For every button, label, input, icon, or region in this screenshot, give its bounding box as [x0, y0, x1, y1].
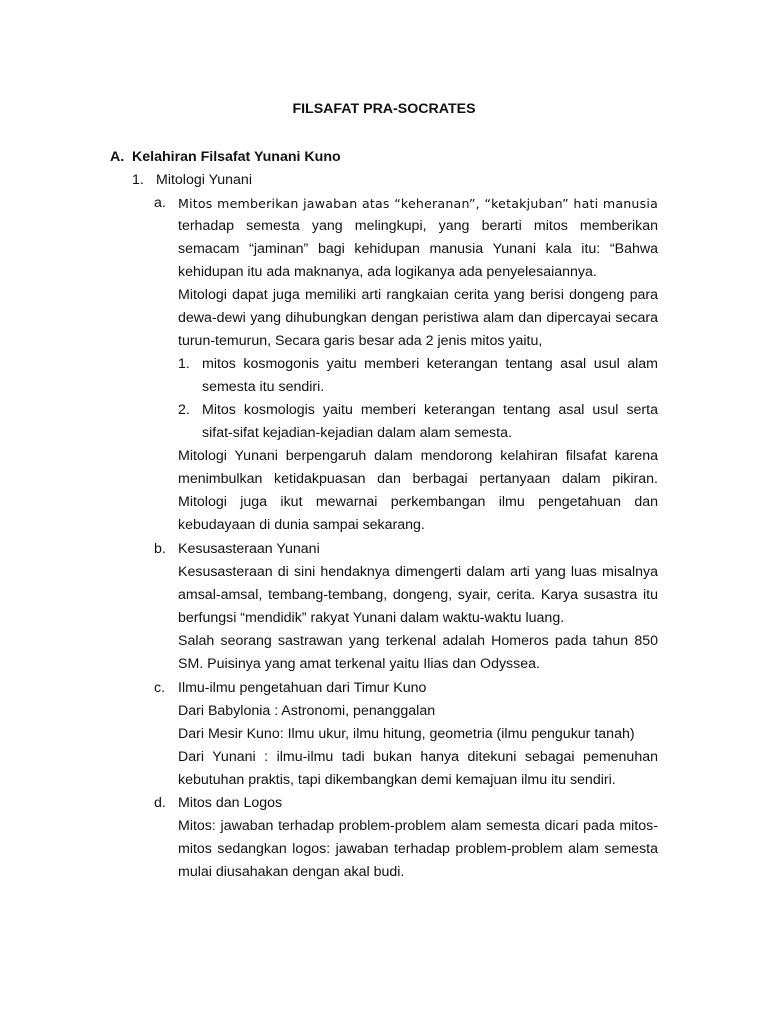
paragraph-line: Kesusasteraan di sini hendaknya dimengerti dalam arti yang luas misalnya: [178, 564, 658, 580]
paragraph-line: Mitos: jawaban terhadap problem-problem alam semesta dicari pada mitos-: [178, 818, 658, 834]
paragraph-line: kebudayaan di dunia sampai sekarang.: [178, 517, 425, 533]
section-title: Kelahiran Filsafat Yunani Kuno: [132, 149, 341, 165]
item-c-marker: c.: [154, 680, 166, 696]
paragraph-line: SM. Puisinya yang amat terkenal yaitu Ilias dan Odyssea.: [178, 656, 540, 672]
list-item-line: semesta itu sendiri.: [202, 379, 325, 395]
section-marker: A.: [110, 149, 125, 165]
item-d-title: Mitos dan Logos: [178, 795, 283, 811]
list-item-line: sifat-sifat kejadian-kejadian dalam alam semesta.: [202, 425, 512, 441]
paragraph-line: mulai diusahakan dengan akal budi.: [178, 864, 405, 880]
paragraph-line: Dari Yunani : ilmu-ilmu tadi bukan hanya ditekuni sebagai pemenuhan: [178, 749, 658, 765]
item-a-closing: [178, 445, 658, 537]
subsection-title: Mitologi Yunani: [156, 172, 252, 188]
paragraph-line: berfungsi “mendidik” rakyat Yunani dalam waktu-waktu luang.: [178, 610, 565, 626]
paragraph-line: kebutuhan praktis, tapi dikembangkan demi kemajuan ilmu itu sendiri.: [178, 772, 616, 788]
item-b-marker: b.: [154, 541, 166, 557]
document-title: FILSAFAT PRA-SOCRATES: [292, 101, 476, 117]
item-d-body: [178, 792, 658, 884]
paragraph-line: Mitos memberikan jawaban atas “keheranan”, “ketakjuban” hati manusia: [178, 196, 658, 211]
list-item: [202, 353, 658, 399]
paragraph-line: terhadap semesta yang melingkupi, yang berarti mitos memberikan: [178, 218, 658, 234]
item-b-body: [178, 538, 658, 676]
item-c-title: Ilmu-ilmu pengetahuan dari Timur Kuno: [178, 680, 427, 696]
subsection-marker: 1.: [132, 172, 144, 188]
item-b-title: Kesusasteraan Yunani: [178, 541, 320, 557]
list-item-line: Mitos kosmologis yaitu memberi keterangan tentang asal usul serta: [202, 402, 658, 418]
list-item: [202, 399, 658, 445]
subsection-heading: [132, 172, 252, 188]
paragraph-line: dewa-dewi yang dihubungkan dengan peristiwa alam dan dipercayai secara: [178, 310, 658, 326]
list-item-marker: 1.: [178, 356, 190, 372]
paragraph-line: Dari Babylonia : Astronomi, penanggalan: [178, 703, 436, 719]
paragraph-line: mitos sedangkan logos: jawaban terhadap problem-problem alam semesta: [178, 841, 658, 857]
item-a-body: [178, 192, 658, 353]
paragraph-line: Salah seorang sastrawan yang terkenal adalah Homeros pada tahun 850: [178, 633, 658, 649]
paragraph-line: turun-temurun, Secara garis besar ada 2 jenis mitos yaitu,: [178, 333, 543, 349]
list-item-marker: 2.: [178, 402, 190, 418]
paragraph-line: semacam “jaminan” bagi kehidupan manusia Yunani kala itu: “Bahwa: [178, 241, 658, 257]
paragraph-line: Dari Mesir Kuno: Ilmu ukur, ilmu hitung, geometria (ilmu pengukur tanah): [178, 726, 635, 742]
paragraph-line: Mitologi juga ikut mewarnai perkembangan ilmu pengetahuan dan: [178, 494, 658, 510]
paragraph-line: menimbulkan ketidakpuasan dan berbagai pertanyaan dalam pikiran.: [178, 471, 658, 487]
list-item-line: mitos kosmogonis yaitu memberi keterangan tentang asal usul alam: [202, 356, 658, 372]
paragraph-line: Mitologi Yunani berpengaruh dalam mendorong kelahiran filsafat karena: [178, 448, 658, 464]
item-d-marker: d.: [154, 795, 166, 811]
paragraph-line: Mitologi dapat juga memiliki arti rangkaian cerita yang berisi dongeng para: [178, 287, 658, 303]
item-a-marker: a.: [154, 195, 166, 211]
section-heading: [110, 149, 341, 165]
paragraph-line: amsal-amsal, tembang-tembang, dongeng, syair, cerita. Karya susastra itu: [178, 587, 658, 603]
item-c-body: [178, 677, 658, 792]
paragraph-line: kehidupan itu ada maknanya, ada logikanya ada penyelesaiannya.: [178, 264, 597, 280]
